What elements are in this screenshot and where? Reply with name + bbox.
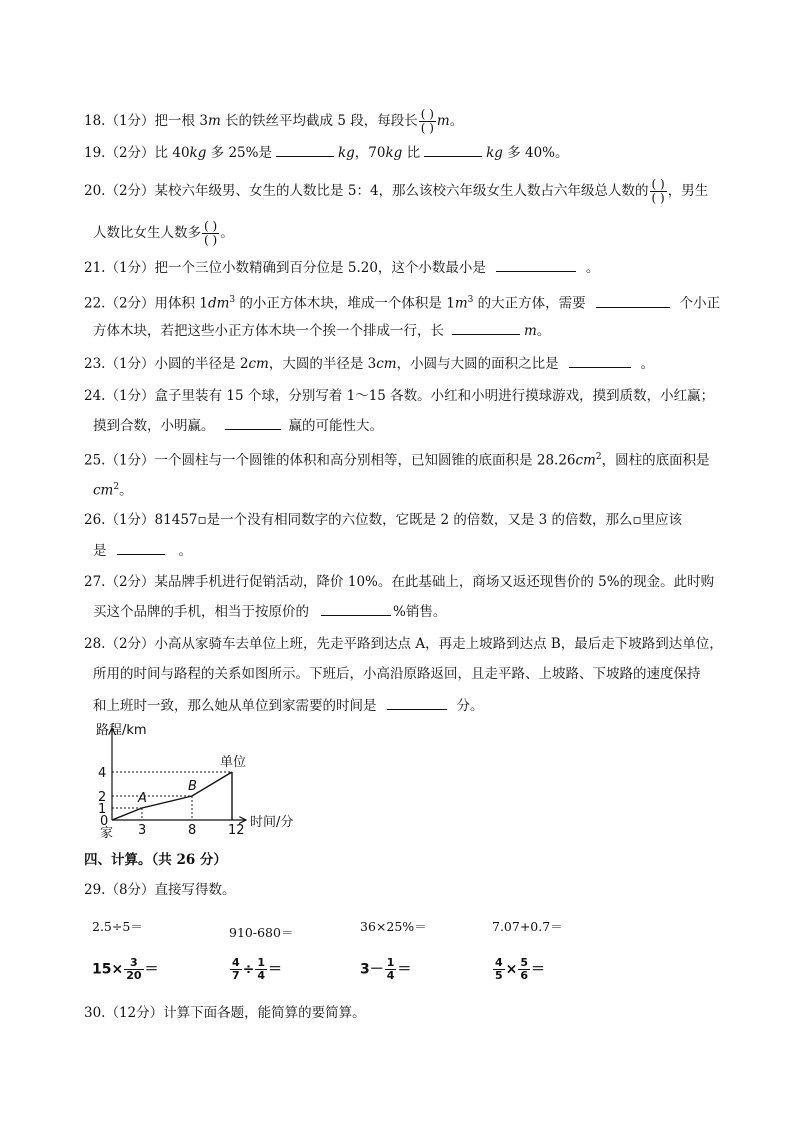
q22-answer-blank-2[interactable]	[452, 320, 520, 335]
calc-item-6	[229, 957, 282, 982]
q20-text-2-end: 。	[220, 225, 234, 241]
distance-time-graph	[92, 720, 302, 842]
question-28-line-3	[93, 695, 484, 716]
question-22-line-1: 22.（2分）用体积 $1dm^3$ 的小正方体木块，堆成一个体积是 $1m^3$ 的大正方体，需要 个小正	[84, 290, 720, 314]
point-label-单位: 单位	[220, 755, 247, 770]
q27-text-2b: %销售。	[393, 604, 447, 620]
calc7-den: 4	[386, 969, 395, 982]
q26-end: 。	[178, 543, 192, 559]
question-20-line-2	[93, 220, 234, 247]
section-4-title: 四、计算。（共 26 分）	[84, 852, 227, 868]
q18-unit-m: m	[207, 113, 221, 129]
q19-text-e: 多 40%。	[502, 145, 569, 161]
y-tick-1: 1	[98, 802, 107, 817]
q22-unit-m: m	[454, 295, 468, 312]
question-27-line-2	[93, 601, 446, 622]
y-tick-4: 4	[98, 766, 107, 781]
q19-unit-kg2: kg	[337, 145, 355, 161]
calc6-num: 4	[232, 956, 240, 969]
question-28-line-1	[84, 634, 723, 654]
q19-text-b: 多 25%是	[206, 145, 272, 161]
question-26-line-2	[93, 540, 192, 561]
question-30-title: 30.（12分）计算下面各题，能简算的要简算。	[84, 1005, 366, 1021]
q24-text-2a: 摸到合数，小明赢。	[93, 418, 215, 434]
q25-text-b: ，圆柱的底面积是	[601, 452, 710, 469]
q21-answer-blank[interactable]	[496, 257, 576, 272]
point-label-A: A	[138, 791, 147, 806]
calc8-den2: 6	[520, 969, 529, 982]
q23-end: 。	[640, 356, 655, 372]
question-24-line-2	[93, 415, 383, 436]
q21-end: 。	[585, 260, 600, 276]
q25-unit-cm: cm	[575, 452, 596, 469]
q28-text-1: 28.（2分）小高从家骑车去单位上班，先走平路到达点 A，再走上坡路到达点 B，最后走下坡路到达单位，	[84, 636, 723, 652]
q20-text-end: ，男生	[667, 183, 709, 199]
calc7-pre: 3－	[360, 961, 384, 978]
calc-item-4: 7.07+0.7＝	[492, 919, 563, 934]
question-19	[84, 142, 569, 163]
question-28-line-2	[93, 664, 701, 684]
calc7-num: 1	[386, 956, 395, 969]
q23-text-a: 23.（1分）小圆的半径是 2	[84, 356, 249, 372]
q22-text-a: 22.（2分）用体积 1	[84, 295, 208, 312]
calc8-post: ＝	[531, 961, 546, 978]
x-tick-12: 12	[228, 823, 245, 838]
y-axis-label: 路程/km	[96, 723, 147, 738]
question-22-line-2	[93, 320, 550, 341]
calc6-fraction-1	[230, 957, 242, 982]
question-27-line-1	[84, 572, 714, 592]
calc-item-8	[492, 957, 545, 982]
calc8-op: ×	[505, 961, 518, 978]
q20-text-2: 人数比女生人数多	[93, 225, 201, 241]
q19-answer-blank-2[interactable]	[424, 142, 482, 157]
calc5-num: 3	[130, 956, 138, 969]
q28-text-2: 所用的时间与路程的关系如图所示。下班后，小高沿原路返回，且走平路、上坡路、下坡路的速度保持	[93, 666, 701, 682]
calc6-den: 7	[232, 969, 240, 982]
q23-unit-cm1: cm	[248, 356, 269, 372]
q27-answer-blank[interactable]	[321, 601, 391, 616]
q18-num: ( )	[420, 107, 434, 121]
q22-unit-2: m	[524, 323, 537, 339]
calc6-num2: 1	[257, 956, 266, 969]
q24-text-2b: 赢的可能性大。	[288, 418, 383, 434]
question-25-line-2: $cm^2$。	[93, 482, 133, 499]
q19-text-c: ，70	[354, 145, 386, 161]
q23-text-b: ，大圆的半径是 3	[268, 356, 377, 372]
q20-text: 20.（2分）某校六年级男、女生的人数比是 5：4，那么该校六年级女生人数占六年级总人数的	[84, 183, 649, 199]
calc-item-3: 36×25%＝	[360, 919, 427, 934]
tick-labels	[98, 755, 246, 838]
q27-text: 27.（2分）某品牌手机进行促销活动，降价 10%。在此基础上，商场又返还现售价的 5%的现金。此时购	[84, 574, 715, 590]
question-23	[84, 353, 654, 374]
q20-fraction-blank-2[interactable]	[202, 220, 219, 247]
calc7-post: ＝	[397, 961, 412, 978]
calc8-den: 5	[495, 969, 503, 982]
q25-unit-cm2: cm	[93, 482, 114, 499]
x-axis-label: 时间/分	[250, 815, 294, 830]
q23-text-c: ，小圆与大圆的面积之比是	[396, 356, 559, 372]
q24-text: 24.（1分）盒子里装有 15 个球，分别写着 1～15 各数。小红和小明进行摸球游戏，摸到质数，小红赢；	[84, 388, 715, 404]
q25-text-a: 25.（1分）一个圆柱与一个圆锥的体积和高分别相等，已知圆锥的底面积是 28.26	[84, 452, 576, 469]
q24-answer-blank[interactable]	[225, 415, 281, 430]
q18-den: ( )	[420, 121, 434, 135]
q19-unit-kg3: kg	[385, 145, 403, 161]
q22-answer-blank-1[interactable]	[596, 293, 670, 308]
q22-text-b: 的小正方体木块，堆成一个体积是 1	[235, 295, 455, 312]
q19-text-a: 19.（2分）比 40	[84, 145, 190, 161]
calc5-den: 20	[126, 969, 142, 982]
calc-item-2: 910-680＝	[229, 925, 294, 940]
calc6-op: ÷	[242, 961, 255, 978]
calc6-den2: 4	[257, 969, 266, 982]
q28-answer-blank[interactable]	[387, 695, 447, 710]
q22-text-2: 方体木块，若把这些小正方体木块一个挨一个排成一行，长	[93, 323, 444, 339]
q20-num1: ( )	[651, 177, 665, 191]
q22-unit-dm: dm	[207, 295, 230, 312]
q18-text-mid: 长的铁丝平均截成 5 段，每段长	[220, 113, 418, 129]
calc8-num: 4	[495, 956, 503, 969]
calc-item-1: 2.5÷5＝	[92, 919, 143, 934]
q20-den2: ( )	[204, 233, 218, 247]
question-18	[84, 108, 463, 135]
x-tick-8: 8	[188, 823, 197, 838]
q21-text: 21.（1分）把一个三位小数精确到百分位是 5.20，这个小数最小是	[84, 260, 486, 276]
q19-unit-kg4: kg	[486, 145, 503, 161]
q19-text-d: 比	[402, 145, 421, 161]
q22-text-end: 个小正	[679, 295, 721, 312]
calc6-post: ＝	[268, 961, 283, 978]
calc5-fraction	[124, 957, 143, 982]
question-21	[84, 257, 599, 278]
question-20-line-1	[84, 178, 708, 205]
q28-text-3a: 和上班时一致，那么她从单位到家需要的时间是	[93, 698, 377, 714]
q18-unit: m	[436, 113, 450, 129]
calc7-fraction	[385, 957, 397, 982]
q26-text-2a: 是	[93, 543, 107, 559]
calc5-post: ＝	[144, 961, 159, 978]
q28-text-3b: 分。	[456, 698, 484, 714]
question-29-title: 29.（8分）直接写得数。	[84, 882, 236, 898]
q22-end: 。	[536, 323, 551, 339]
q19-unit-kg1: kg	[189, 145, 207, 161]
question-25-line-1: 25.（1分）一个圆柱与一个圆锥的体积和高分别相等，已知圆锥的底面积是 $28.26cm^2$，圆柱的底面积是	[84, 452, 710, 469]
q18-text: 18.（1分）把一根 3	[84, 113, 208, 129]
calc-item-5	[92, 957, 159, 982]
q18-fraction-blank[interactable]	[419, 108, 436, 135]
point-label-B: B	[188, 779, 197, 794]
q27-text-2a: 买这个品牌的手机，相当于按原价的	[93, 604, 309, 620]
q18-end: 。	[449, 113, 464, 129]
question-26-line-1	[84, 510, 682, 530]
calc-item-7	[360, 957, 411, 982]
x-tick-3: 3	[138, 823, 147, 838]
home-label: 家	[100, 826, 114, 841]
q20-den1: ( )	[651, 191, 665, 205]
calc6-fraction-2	[255, 957, 267, 982]
q23-answer-blank[interactable]	[569, 353, 631, 368]
q22-text-c: 的大正方体，需要	[473, 295, 586, 312]
calc8-fraction-1	[493, 957, 505, 982]
q19-answer-blank-1[interactable]	[276, 142, 334, 157]
question-24-line-1	[84, 386, 714, 406]
q26-answer-blank[interactable]	[117, 540, 165, 555]
q23-unit-cm2: cm	[376, 356, 397, 372]
calc5-pre: 15×	[92, 961, 124, 978]
calc8-num2: 5	[520, 956, 529, 969]
q20-num2: ( )	[204, 219, 218, 233]
origin-label: 0	[100, 814, 109, 829]
q26-text: 26.（1分）81457▫是一个没有相同数字的六位数，它既是 2 的倍数，又是 3 的倍数，那么▫里应该	[84, 512, 683, 528]
y-tick-2: 2	[98, 790, 107, 805]
calc8-fraction-2	[518, 957, 530, 982]
q20-fraction-blank-1[interactable]	[650, 178, 667, 205]
